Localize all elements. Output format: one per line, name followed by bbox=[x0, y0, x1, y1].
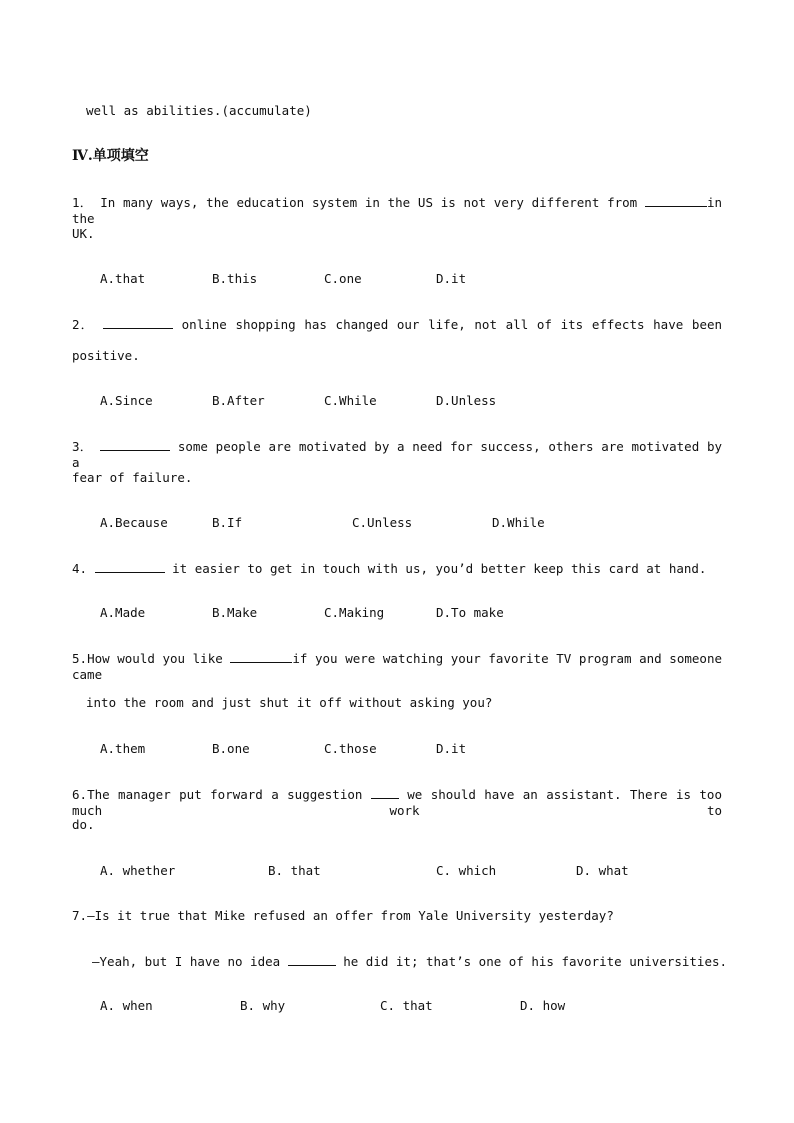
answer-blank bbox=[230, 650, 292, 663]
question-3-line2: fear of failure. bbox=[72, 470, 193, 485]
question-6-line2: do. bbox=[72, 817, 95, 832]
reply-text: he did it; that’s one of his favorite universities. bbox=[343, 954, 728, 969]
option-c: C.those bbox=[324, 741, 377, 756]
question-7-reply bbox=[92, 953, 727, 970]
reply-text: —Yeah, but I have no idea bbox=[92, 954, 281, 969]
question-text: —Is it true that Mike refused an offer from Yale University yesterday? bbox=[87, 908, 614, 923]
section-heading: Ⅳ.单项填空 bbox=[72, 148, 149, 164]
option-d: D.While bbox=[492, 515, 545, 530]
option-c: C. that bbox=[380, 998, 433, 1013]
option-a: A.Because bbox=[100, 515, 168, 530]
question-2 bbox=[72, 316, 722, 333]
answer-blank bbox=[371, 786, 399, 799]
question-number: 6. bbox=[72, 787, 88, 802]
option-c: C.one bbox=[324, 271, 362, 286]
option-a: A.Made bbox=[100, 605, 146, 620]
option-c: C.Unless bbox=[352, 515, 413, 530]
option-d: D.it bbox=[436, 741, 467, 756]
continuation-text: well as abilities.(accumulate) bbox=[86, 103, 312, 118]
question-text: in the bbox=[72, 195, 722, 226]
option-a: A.Since bbox=[100, 393, 153, 408]
option-b: B.Make bbox=[212, 605, 258, 620]
question-1-line2: UK. bbox=[72, 226, 95, 241]
option-b: B.If bbox=[212, 515, 243, 530]
option-b: B. why bbox=[240, 998, 286, 1013]
option-c: C.While bbox=[324, 393, 377, 408]
question-text: How would you like bbox=[87, 651, 223, 666]
option-b: B.After bbox=[212, 393, 265, 408]
question-text: online shopping has changed our life, not all of its effects have been bbox=[181, 317, 723, 332]
answer-blank bbox=[288, 953, 336, 966]
question-text: it easier to get in touch with us, you’d better keep this card at hand. bbox=[172, 561, 707, 576]
question-number: 1． bbox=[72, 195, 93, 210]
question-7 bbox=[72, 908, 614, 924]
option-a: A. when bbox=[100, 998, 153, 1013]
option-d: D. what bbox=[576, 863, 629, 878]
question-5 bbox=[72, 650, 722, 683]
question-5-line2: into the room and just shut it off without asking you? bbox=[86, 695, 493, 710]
answer-blank bbox=[100, 438, 170, 451]
question-text: if you were watching your favorite TV program and someone came bbox=[72, 651, 722, 682]
question-text: we should have an assistant. There is too much work to bbox=[72, 787, 722, 818]
option-a: A. whether bbox=[100, 863, 176, 878]
option-c: C. which bbox=[436, 863, 497, 878]
option-a: A.them bbox=[100, 741, 146, 756]
answer-blank bbox=[645, 194, 707, 207]
question-text: The manager put forward a suggestion bbox=[87, 787, 363, 802]
option-d: D.Unless bbox=[436, 393, 497, 408]
answer-blank bbox=[95, 560, 165, 573]
question-text: In many ways, the education system in the US is not very different from bbox=[100, 195, 638, 210]
question-6 bbox=[72, 786, 722, 819]
question-number: 5. bbox=[72, 651, 88, 666]
question-number: 4. bbox=[72, 561, 88, 576]
question-number: 2． bbox=[72, 317, 95, 332]
option-d: D. how bbox=[520, 998, 566, 1013]
option-c: C.Making bbox=[324, 605, 385, 620]
option-d: D.To make bbox=[436, 605, 504, 620]
answer-blank bbox=[103, 316, 173, 329]
option-a: A.that bbox=[100, 271, 146, 286]
question-4 bbox=[72, 560, 706, 577]
option-b: B.this bbox=[212, 271, 258, 286]
question-number: 7. bbox=[72, 908, 88, 923]
question-number: 3． bbox=[72, 439, 93, 454]
option-d: D.it bbox=[436, 271, 467, 286]
question-1 bbox=[72, 194, 722, 227]
question-text: some people are motivated by a need for success, others are motivated by a bbox=[72, 439, 722, 470]
question-3 bbox=[72, 438, 722, 471]
question-2-line2: positive. bbox=[72, 348, 140, 363]
option-b: B. that bbox=[268, 863, 321, 878]
option-b: B.one bbox=[212, 741, 250, 756]
